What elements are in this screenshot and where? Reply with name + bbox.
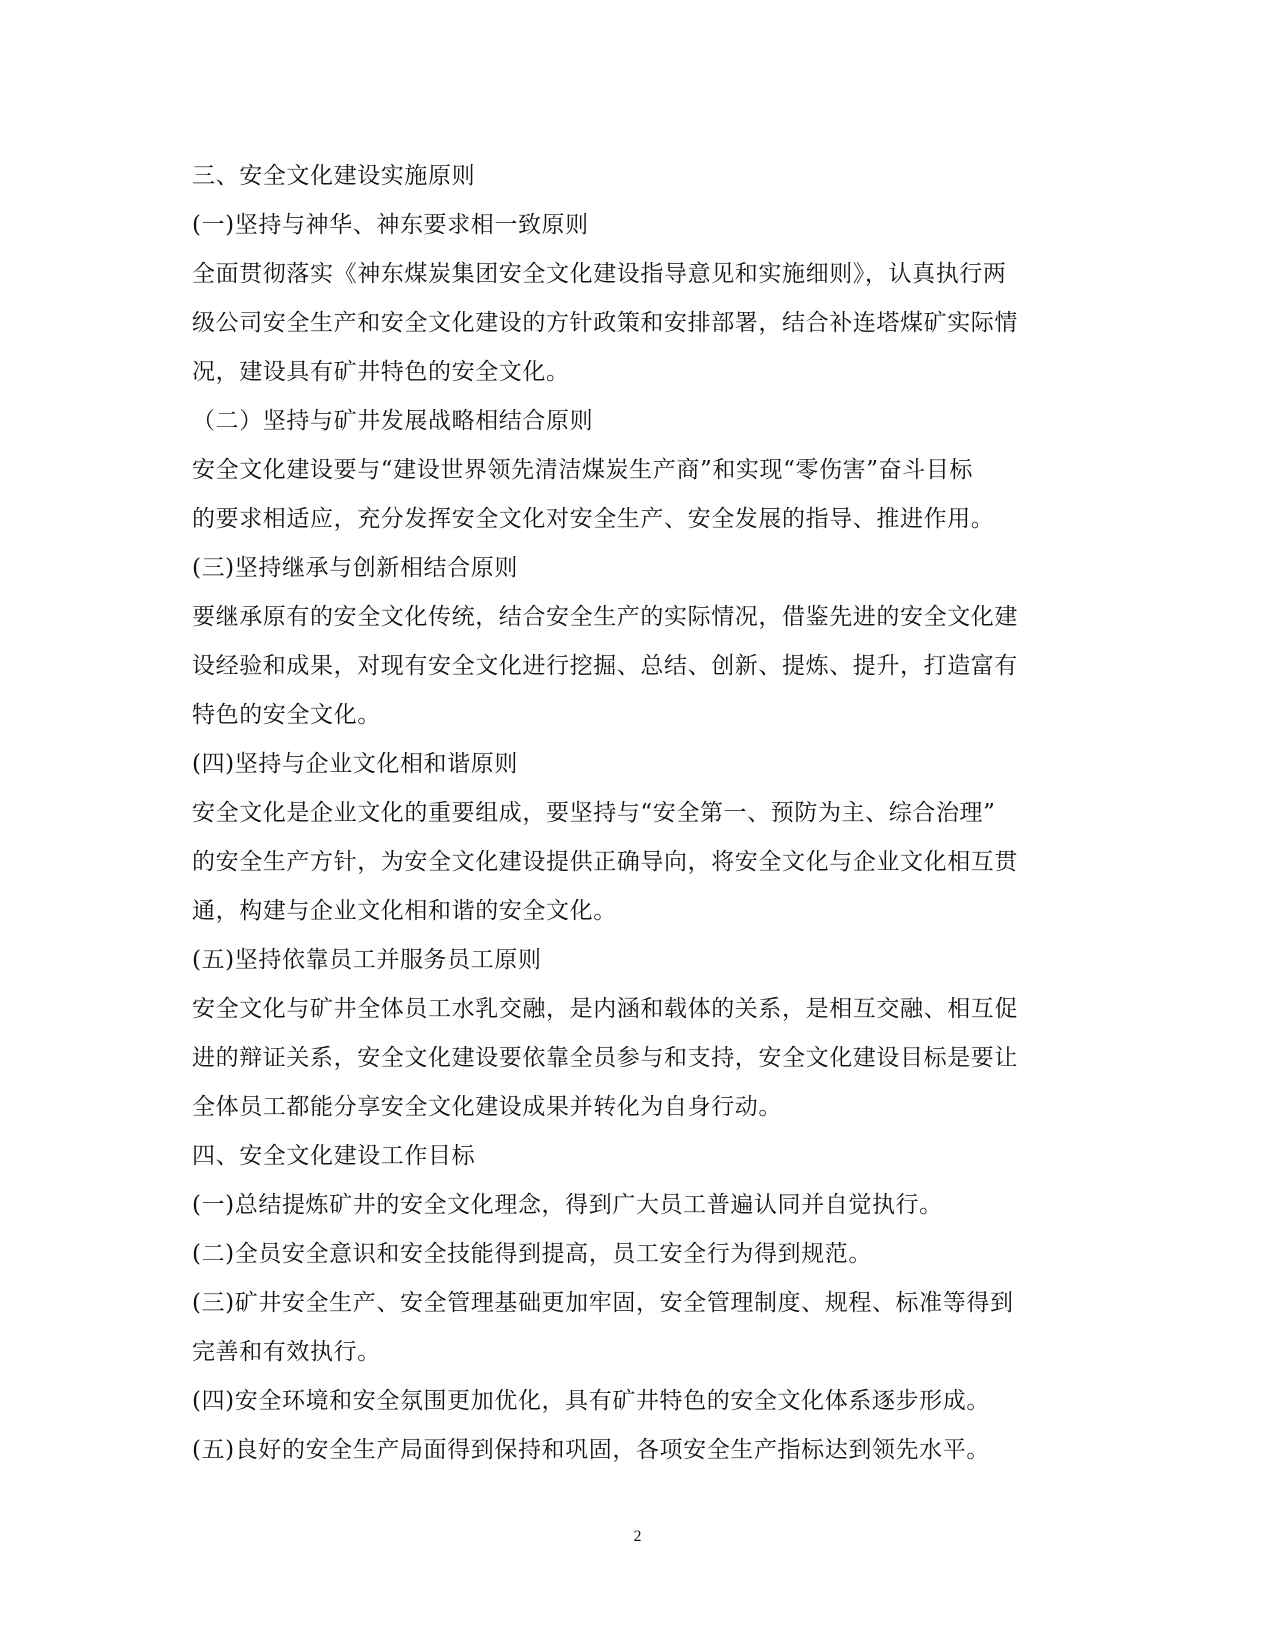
list-item: (三)矿井安全生产、安全管理基础更加牢固，安全管理制度、规程、标准等得到 (192, 1290, 1014, 1316)
list-item: (一)总结提炼矿井的安全文化理念，得到广大员工普遍认同并自觉执行。 (192, 1192, 943, 1218)
paragraph-line: 要继承原有的安全文化传统，结合安全生产的实际情况，借鉴先进的安全文化建 (192, 604, 1018, 630)
subsection-heading: (三)坚持继承与创新相结合原则 (192, 555, 518, 581)
paragraph-line: 安全文化建设要与“建设世界领先清洁煤炭生产商”和实现“零伤害”奋斗目标 (192, 457, 974, 483)
page-number: 2 (633, 1528, 642, 1545)
list-item-continuation: 完善和有效执行。 (192, 1339, 381, 1365)
paragraph-line: 安全文化与矿井全体员工水乳交融，是内涵和载体的关系，是相互交融、相互促 (192, 996, 1018, 1022)
section-heading: 四、安全文化建设工作目标 (192, 1143, 476, 1169)
paragraph-line: 的安全生产方针，为安全文化建设提供正确导向，将安全文化与企业文化相互贯 (192, 849, 1018, 875)
paragraph-line: 级公司安全生产和安全文化建设的方针政策和安排部署，结合补连塔煤矿实际情 (192, 310, 1018, 336)
paragraph-line: 全体员工都能分享安全文化建设成果并转化为自身行动。 (192, 1094, 782, 1120)
subsection-heading: (一)坚持与神华、神东要求相一致原则 (192, 212, 589, 238)
paragraph-line: 特色的安全文化。 (192, 702, 381, 728)
subsection-heading: (四)坚持与企业文化相和谐原则 (192, 751, 518, 777)
paragraph-line: 全面贯彻落实《神东煤炭集团安全文化建设指导意见和实施细则》，认真执行两 (192, 261, 1007, 287)
paragraph-line: 况，建设具有矿井特色的安全文化。 (192, 359, 570, 385)
list-item: (二)全员安全意识和安全技能得到提高，员工安全行为得到规范。 (192, 1241, 872, 1267)
subsection-heading: （二）坚持与矿井发展战略相结合原则 (192, 408, 594, 434)
paragraph-line: 进的辩证关系，安全文化建设要依靠全员参与和支持，安全文化建设目标是要让 (192, 1045, 1018, 1071)
document-body (192, 152, 1072, 1475)
paragraph-line: 设经验和成果，对现有安全文化进行挖掘、总结、创新、提炼、提升，打造富有 (192, 653, 1018, 679)
list-item: (五)良好的安全生产局面得到保持和巩固，各项安全生产指标达到领先水平。 (192, 1437, 990, 1463)
subsection-heading: (五)坚持依靠员工并服务员工原则 (192, 947, 542, 973)
paragraph-line: 通，构建与企业文化相和谐的安全文化。 (192, 898, 617, 924)
paragraph-line: 安全文化是企业文化的重要组成，要坚持与“安全第一、预防为主、综合治理” (192, 800, 996, 826)
paragraph-line: 的要求相适应，充分发挥安全文化对安全生产、安全发展的指导、推进作用。 (192, 506, 995, 532)
section-heading: 三、安全文化建设实施原则 (192, 163, 476, 189)
list-item: (四)安全环境和安全氛围更加优化，具有矿井特色的安全文化体系逐步形成。 (192, 1388, 990, 1414)
